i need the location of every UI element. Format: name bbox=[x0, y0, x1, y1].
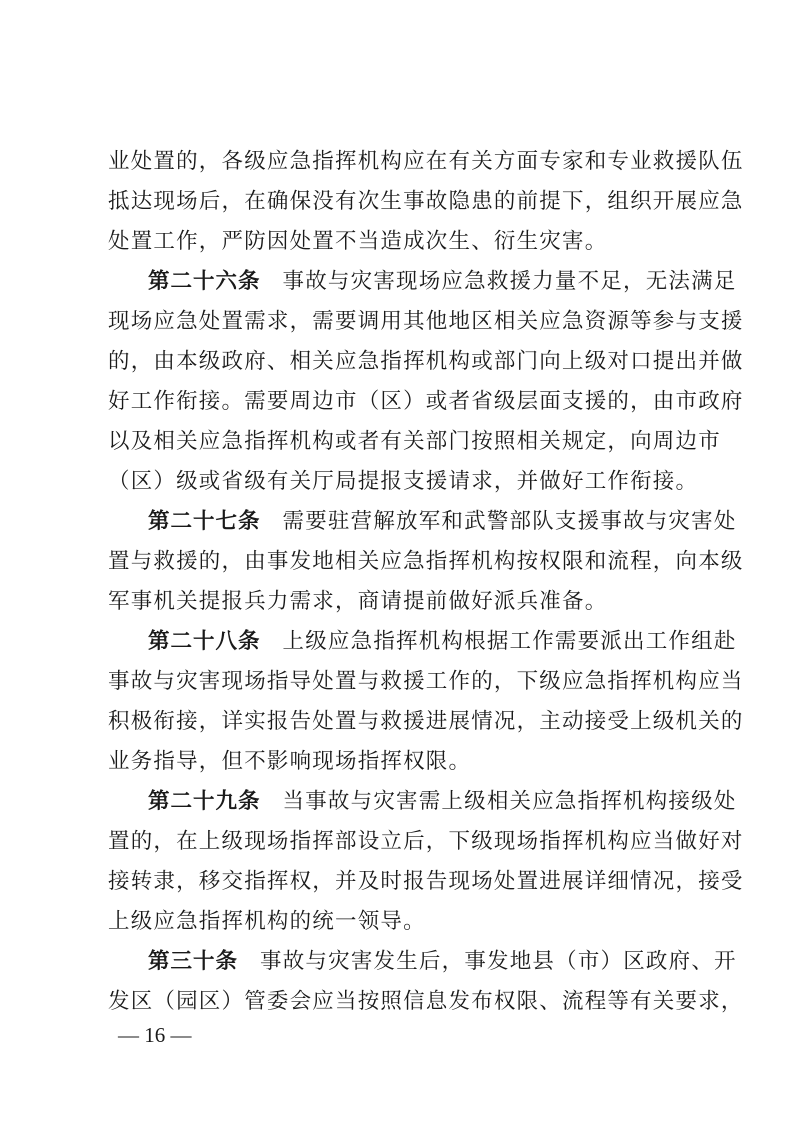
paragraph-line: 的，由本级政府、相关应急指挥机构或部门向上级对口提出并做 bbox=[108, 349, 744, 374]
paragraph-line: 现场应急处置需求，需要调用其他地区相关应急资源等参与支援 bbox=[108, 309, 744, 334]
paragraph-line: 抵达现场后，在确保没有次生事故隐患的前提下，组织开展应急 bbox=[108, 189, 744, 214]
paragraph-line: 发区（园区）管委会应当按照信息发布权限、流程等有关要求， bbox=[108, 989, 744, 1014]
paragraph-line: 接转隶，移交指挥权，并及时报告现场处置进展详细情况，接受 bbox=[108, 869, 744, 894]
article-text: 事故与灾害发生后，事发地县（市）区政府、开 bbox=[260, 949, 737, 974]
article-heading: 第二十六条 bbox=[148, 269, 261, 294]
page-number: — 16 — bbox=[118, 1023, 192, 1047]
article-text: 事故与灾害现场应急救援力量不足，无法满足 bbox=[282, 269, 737, 294]
article-heading: 第二十九条 bbox=[148, 789, 261, 814]
paragraph-line: 军事机关提报兵力需求，商请提前做好派兵准备。 bbox=[108, 589, 608, 614]
article-text: 需要驻营解放军和武警部队支援事故与灾害处 bbox=[282, 509, 737, 534]
article-first-line bbox=[148, 943, 737, 981]
paragraph-line: 好工作衔接。需要周边市（区）或者省级层面支援的，由市政府 bbox=[108, 389, 744, 414]
paragraph-line: 业务指导，但不影响现场指挥权限。 bbox=[108, 749, 472, 774]
article-first-line bbox=[148, 783, 737, 821]
article-heading: 第三十条 bbox=[148, 949, 239, 974]
article-heading: 第二十八条 bbox=[148, 629, 261, 654]
article-text: 上级应急指挥机构根据工作需要派出工作组赴 bbox=[282, 629, 737, 654]
paragraph-line: 上级应急指挥机构的统一领导。 bbox=[108, 909, 426, 934]
article-first-line bbox=[148, 263, 737, 301]
article-first-line bbox=[148, 623, 737, 661]
paragraph-line: 积极衔接，详实报告处置与救援进展情况，主动接受上级机关的 bbox=[108, 709, 744, 734]
article-heading: 第二十七条 bbox=[148, 509, 261, 534]
paragraph-line: 置的，在上级现场指挥部设立后，下级现场指挥机构应当做好对 bbox=[108, 829, 744, 854]
paragraph-line: 业处置的，各级应急指挥机构应在有关方面专家和专业救援队伍 bbox=[108, 149, 744, 174]
article-first-line bbox=[148, 503, 737, 541]
paragraph-line: （区）级或省级有关厅局提报支援请求，并做好工作衔接。 bbox=[108, 469, 699, 494]
article-text: 当事故与灾害需上级相关应急指挥机构接级处 bbox=[282, 789, 737, 814]
paragraph-line: 处置工作，严防因处置不当造成次生、衍生灾害。 bbox=[108, 229, 608, 254]
paragraph-line: 事故与灾害现场指导处置与救援工作的，下级应急指挥机构应当 bbox=[108, 669, 744, 694]
paragraph-line: 置与救援的，由事发地相关应急指挥机构按权限和流程，向本级 bbox=[108, 549, 744, 574]
paragraph-line: 以及相关应急指挥机构或者有关部门按照相关规定，向周边市 bbox=[108, 429, 721, 454]
